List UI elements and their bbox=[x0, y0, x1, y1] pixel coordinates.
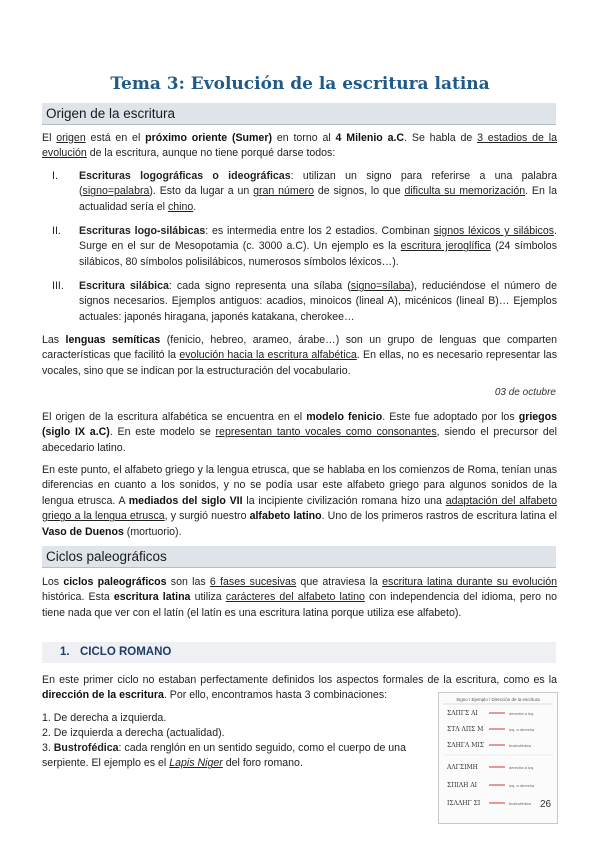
figure-row bbox=[446, 764, 534, 771]
figure-row bbox=[447, 782, 535, 789]
direction-item-3: 3. Bustrofédica: cada renglón en un sentido seguido, como el cuerpo de una serpiente. El ejemplo es el Lapis Niger del foro romano. bbox=[42, 742, 406, 770]
svg-text:derecha a izq.: derecha a izq. bbox=[509, 765, 535, 770]
figure-caption: Signo / Ejemplo / Dirección de la escritura bbox=[456, 697, 540, 702]
paragraph-ciclo-romano: En este primer ciclo no estaban perfectamente definidos los aspectos formales de la escritura, como es la dirección de la escritura. Por ello, encontramos hasta 3 combinaciones: bbox=[42, 674, 557, 702]
list-number: II. bbox=[52, 225, 61, 237]
paragraph-ciclos: Los ciclos paleográficos son las 6 fases sucesivas que atraviesa la escritura latina durante su evolución histórica. Esta escritura latina utiliza carácteres del alfabeto latino con independencia del idioma, pero no tiene nada que ver con el latín (el latín es una escritura latina porque utiliza ese alfabeto). bbox=[42, 576, 557, 619]
direction-item-1: 1. De derecha a izquierda. bbox=[42, 712, 167, 724]
section-heading-ciclos: Ciclos paleográficos bbox=[42, 546, 556, 568]
list-text: Escrituras logo-silábicas: es intermedia entre los 2 estadios. Combinan signos léxicos y silábicos. Surge en el sur de Mesopotamia (c. 3000 a.C). Un ejemplo es la escritura jeroglífica (24 símbolos silábicos, 80 símbolos polisilábicos, numerosos símbolos léxicos…). bbox=[79, 225, 557, 268]
svg-text:ΙΣΛΛΗΓ ΣΙ: ΙΣΛΛΗΓ ΣΙ bbox=[447, 800, 481, 807]
svg-text:ΑΛΓΣΙΜΗ: ΑΛΓΣΙΜΗ bbox=[447, 764, 478, 771]
direction-item-2: 2. De izquierda a derecha (actualidad). bbox=[42, 727, 225, 739]
paragraph-fenicio: El origen de la escritura alfabética se encuentra en el modelo fenicio. Este fue adoptado por los griegos (siglo IX a.C). En este modelo se representan tanto vocales como consonantes, siendo el precursor del abecedario latino. bbox=[42, 411, 557, 454]
list-number: I. bbox=[52, 170, 58, 182]
list-text: Escritura silábica: cada signo representa una sílaba (signo=sílaba), reduciéndose el número de signos necesarios. Ejemplos antiguos: acadios, minoicos (lineal A), micénicos (lineal B)… Ejemplos actuales: japonés hiragana, japonés katakana, cherokee… bbox=[79, 280, 557, 323]
list-number: III. bbox=[52, 280, 64, 292]
figure-row bbox=[447, 800, 532, 807]
svg-text:izq. a derecha: izq. a derecha bbox=[509, 727, 535, 732]
figure-row bbox=[447, 726, 535, 733]
svg-text:ΣΠΙΛΗ ΑΙ: ΣΠΙΛΗ ΑΙ bbox=[447, 782, 478, 789]
date-label: 03 de octubre bbox=[494, 387, 556, 398]
paragraph-semiticas: Las lenguas semíticas (fenicio, hebreo, arameo, árabe…) son un grupo de lenguas que comparten características que facilitó la evolución hacia la escritura alfabética. En ellas, no es necesario representar las vocales, sino que se indican por la estructuración del vocabulario. bbox=[42, 334, 557, 377]
svg-text:derecha a izq.: derecha a izq. bbox=[509, 711, 535, 716]
paragraph-etrusca: En este punto, el alfabeto griego y la lengua etrusca, que se hablaba en los comienzos de Roma, tenían unas diferencias en cuanto a los sonidos, y no se podía usar este alfabeto griego para algunos sonidos de la lengua etrusca. A mediados del siglo VII la incipiente civilización romana hizo una adaptación del alfabeto griego a la lengua etrusca, y surgió nuestro alfabeto latino. Uno de los primeros rastros de escritura latina el Vaso de Duenos (mortuorio). bbox=[42, 464, 557, 538]
svg-text:ΣΤΛ ΛΠΣ Μ: ΣΤΛ ΛΠΣ Μ bbox=[447, 726, 484, 733]
figure-row bbox=[447, 742, 532, 749]
svg-text:bustrofédica: bustrofédica bbox=[509, 743, 531, 748]
subsection-number: 1. bbox=[60, 646, 70, 658]
page-title: Tema 3: Evolución de la escritura latina bbox=[110, 74, 490, 94]
page-number: 26 bbox=[540, 799, 552, 810]
figure-row bbox=[447, 710, 534, 717]
svg-text:ΣΛΗΓΛ ΜΙΣ: ΣΛΗΓΛ ΜΙΣ bbox=[447, 742, 484, 749]
svg-text:bustrofédica: bustrofédica bbox=[509, 801, 531, 806]
svg-text:izq. a derecha: izq. a derecha bbox=[509, 783, 535, 788]
subsection-label: CICLO ROMANO bbox=[80, 646, 172, 658]
list-text: Escrituras logográficas o ideográficas: utilizan un signo para referirse a una palabra (signo=palabra). Esto da lugar a un gran número de signos, lo que dificulta su memorización. En la actualidad sería el chino. bbox=[79, 170, 557, 213]
subsection-heading-ciclo-romano bbox=[42, 642, 556, 663]
paragraph-intro: El origen está en el próximo oriente (Sumer) en torno al 4 Milenio a.C. Se habla de 3 estadios de la evolución de la escritura, aunque no tiene porqué darse todos: bbox=[42, 132, 557, 160]
svg-text:ΣΛΠΓΣ ΑΙ: ΣΛΠΓΣ ΑΙ bbox=[447, 710, 478, 717]
section-heading-origen: Origen de la escritura bbox=[42, 103, 556, 125]
